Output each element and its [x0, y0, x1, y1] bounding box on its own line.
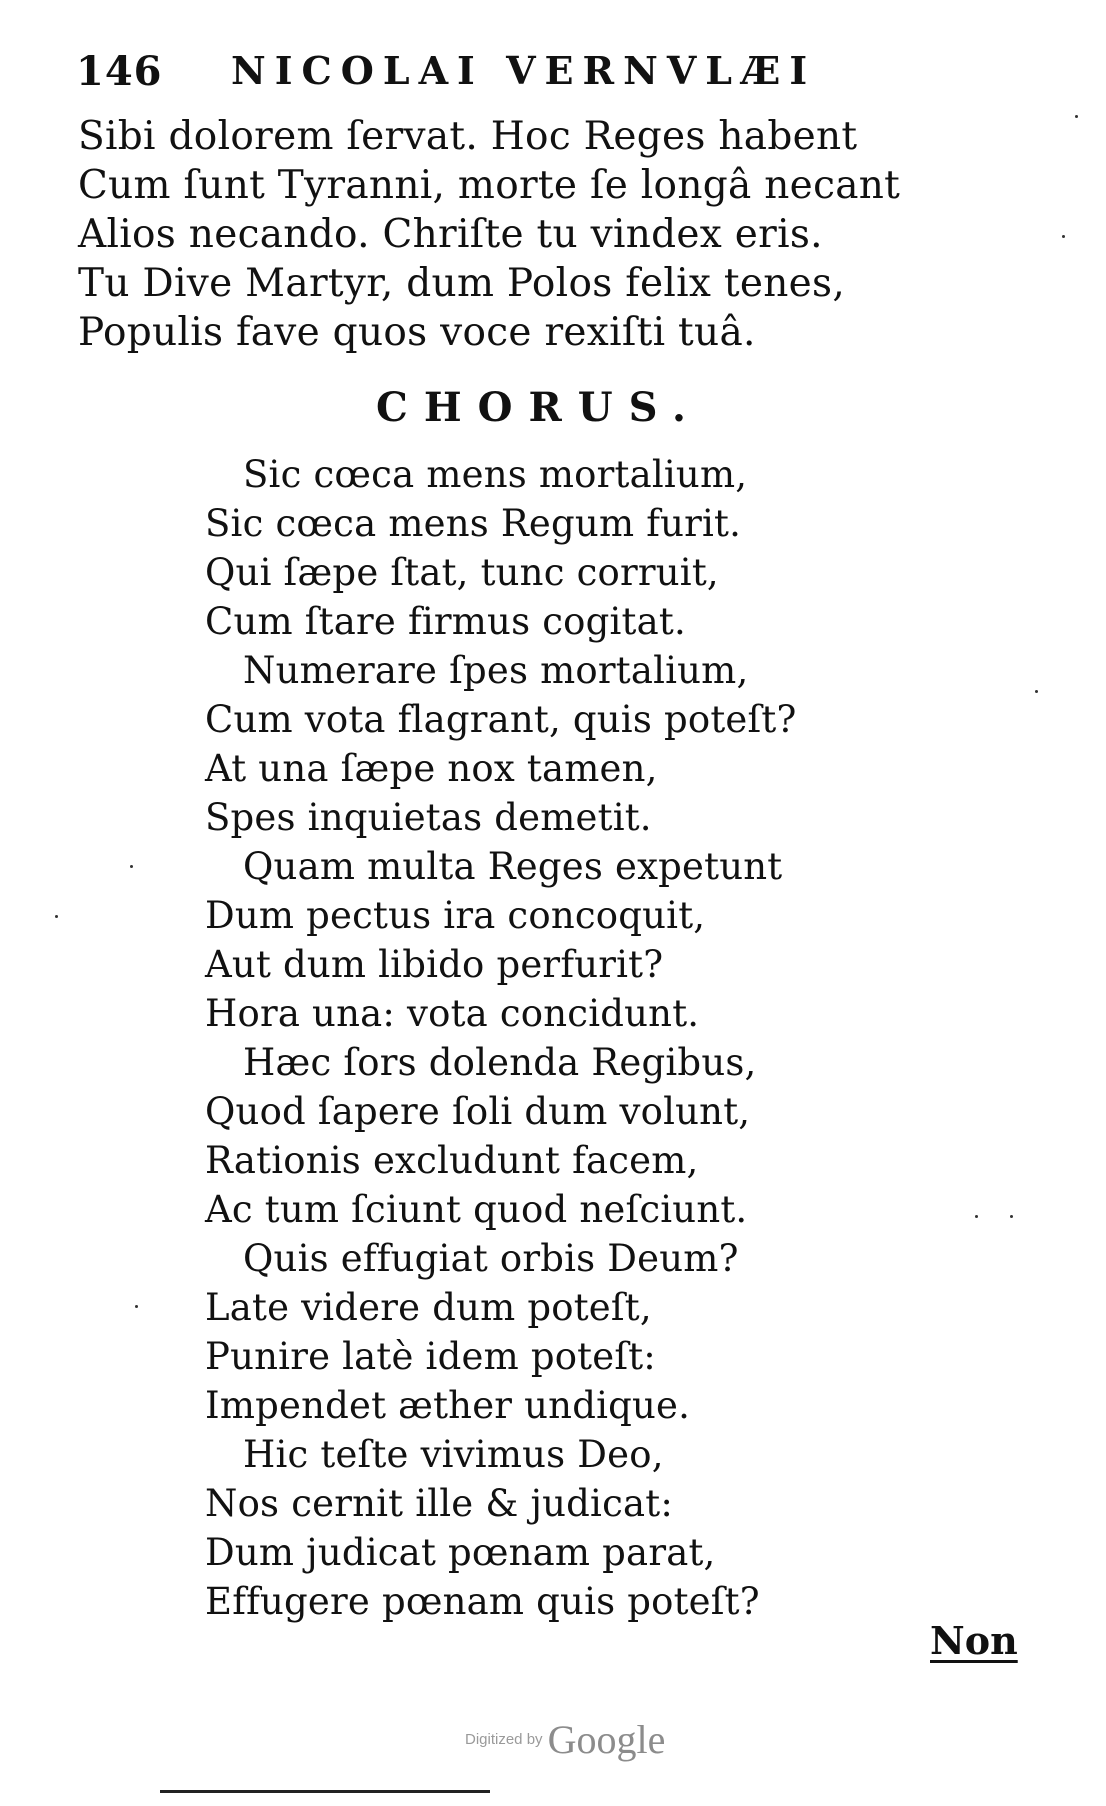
stanza-line: Dum pectus ira concoquit, — [205, 894, 706, 937]
stanza-line: Effugere pœnam quis poteſt? — [205, 1580, 760, 1623]
watermark-prefix: Digitized by — [465, 1731, 543, 1748]
stanza-line: Hora una: vota concidunt. — [205, 992, 700, 1035]
stanza-line: Sic cœca mens mortalium, — [243, 453, 748, 496]
verse-line: Sibi dolorem ſervat. Hoc Reges habent — [78, 114, 858, 159]
verse-line: Alios necando. Chriſte tu vindex eris. — [78, 212, 823, 257]
stanza-line: Spes inquietas demetit. — [205, 796, 652, 839]
stanza — [205, 842, 805, 1038]
verse-line: Tu Dive Martyr, dum Polos felix tenes, — [78, 261, 846, 306]
chorus-heading: CHORUS. — [376, 384, 702, 431]
stanza — [205, 1234, 805, 1430]
stanza-line: Quis effugiat orbis Deum? — [243, 1237, 739, 1280]
ink-speck — [1035, 690, 1038, 693]
ink-speck — [55, 915, 58, 918]
stanza — [205, 1038, 805, 1234]
ink-speck — [1075, 115, 1078, 118]
chorus-stanzas — [205, 450, 805, 1626]
ink-speck — [975, 1215, 978, 1218]
stanza-line: Sic cœca mens Regum furit. — [205, 502, 742, 545]
page-number: 146 — [76, 48, 163, 95]
stanza-line: At una ſæpe nox tamen, — [205, 747, 658, 790]
stanza-line: Numerare ſpes mortalium, — [243, 649, 749, 692]
catchword: Non — [930, 1618, 1018, 1663]
stanza — [205, 450, 805, 646]
stanza-line: Quam multa Reges expetunt — [243, 845, 783, 888]
stanza-line: Hic teſte vivimus Deo, — [243, 1433, 664, 1476]
bottom-rule — [160, 1790, 490, 1793]
running-head: NICOLAI VERNVLÆI — [231, 48, 817, 93]
ink-speck — [135, 1305, 138, 1308]
stanza — [205, 646, 805, 842]
verse-line: Populis fave quos voce rexiſti tuâ. — [78, 310, 756, 355]
stanza-line: Dum judicat pœnam parat, — [205, 1531, 716, 1574]
stanza-line: Impendet æther undique. — [205, 1384, 691, 1427]
stanza-line: Ac tum ſciunt quod neſciunt. — [205, 1188, 748, 1231]
ink-speck — [1062, 235, 1065, 238]
stanza-line: Hæc ſors dolenda Regibus, — [243, 1041, 757, 1084]
stanza-line: Quod ſapere ſoli dum volunt, — [205, 1090, 751, 1133]
stanza — [205, 1430, 805, 1626]
stanza-line: Cum ſtare firmus cogitat. — [205, 600, 686, 643]
stanza-line: Aut dum libido perfurit? — [205, 943, 664, 986]
page-header — [76, 48, 846, 108]
stanza-line: Punire latè idem poteſt: — [205, 1335, 656, 1378]
google-logo: Google — [547, 1717, 666, 1762]
verse-line: Cum ſunt Tyranni, morte ſe longâ necant — [78, 163, 901, 208]
ink-speck — [130, 865, 133, 868]
stanza-line: Cum vota flagrant, quis poteſt? — [205, 698, 797, 741]
stanza-line: Rationis excludunt facem, — [205, 1139, 699, 1182]
ink-speck — [1010, 1215, 1013, 1218]
stanza-line: Qui ſæpe ſtat, tunc corruit, — [205, 551, 719, 594]
stanza-line: Late videre dum poteſt, — [205, 1286, 652, 1329]
speech-block — [78, 112, 901, 357]
stanza-line: Nos cernit ille & judicat: — [205, 1482, 673, 1525]
digitized-watermark — [465, 1716, 665, 1763]
